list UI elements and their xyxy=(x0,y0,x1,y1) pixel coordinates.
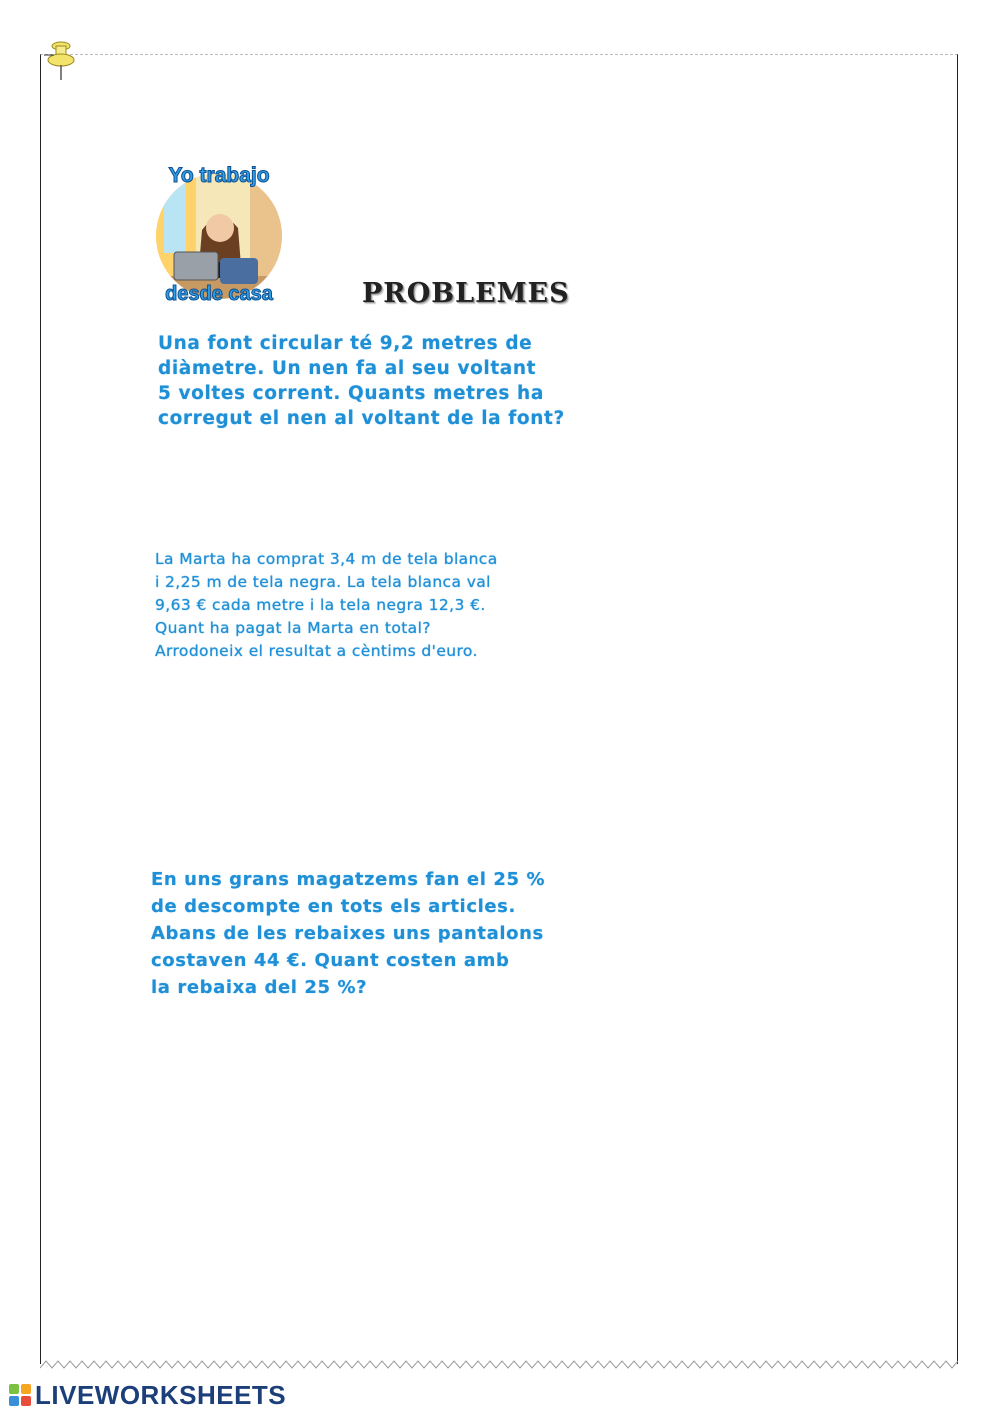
liveworksheets-footer xyxy=(8,1380,286,1410)
torn-edge-divider xyxy=(40,1358,958,1372)
problem-1-text: Una font circular té 9,2 metres de diàmetre. Un nen fa al seu voltant 5 voltes corrent. Quants metres ha corregut el nen al voltant de la font? xyxy=(158,333,565,429)
liveworksheets-logo-icon xyxy=(8,1383,32,1407)
logo-top-text: Yo trabajo xyxy=(168,164,270,187)
problem-2-text: La Marta ha comprat 3,4 m de tela blanca i 2,25 m de tela negra. La tela blanca val 9,63 € cada metre i la tela negra 12,3 €. Quant ha pagat la Marta en total? Arrodoneix el resultat a cèntims d'euro. xyxy=(155,550,498,660)
page-title: PROBLEMES xyxy=(362,278,570,309)
problem-3-text: En uns grans magatzems fan el 25 % de descompte en tots els articles. Abans de les rebaixes uns pantalons costaven 44 €. Quant costen amb la rebaixa del 25 %? xyxy=(151,869,546,998)
yo-trabajo-logo xyxy=(150,158,288,308)
footer-brand: LIVEWORKSHEETS xyxy=(35,1379,287,1410)
logo-bottom-text: desde casa xyxy=(165,283,273,305)
pushpin-icon xyxy=(44,38,78,82)
